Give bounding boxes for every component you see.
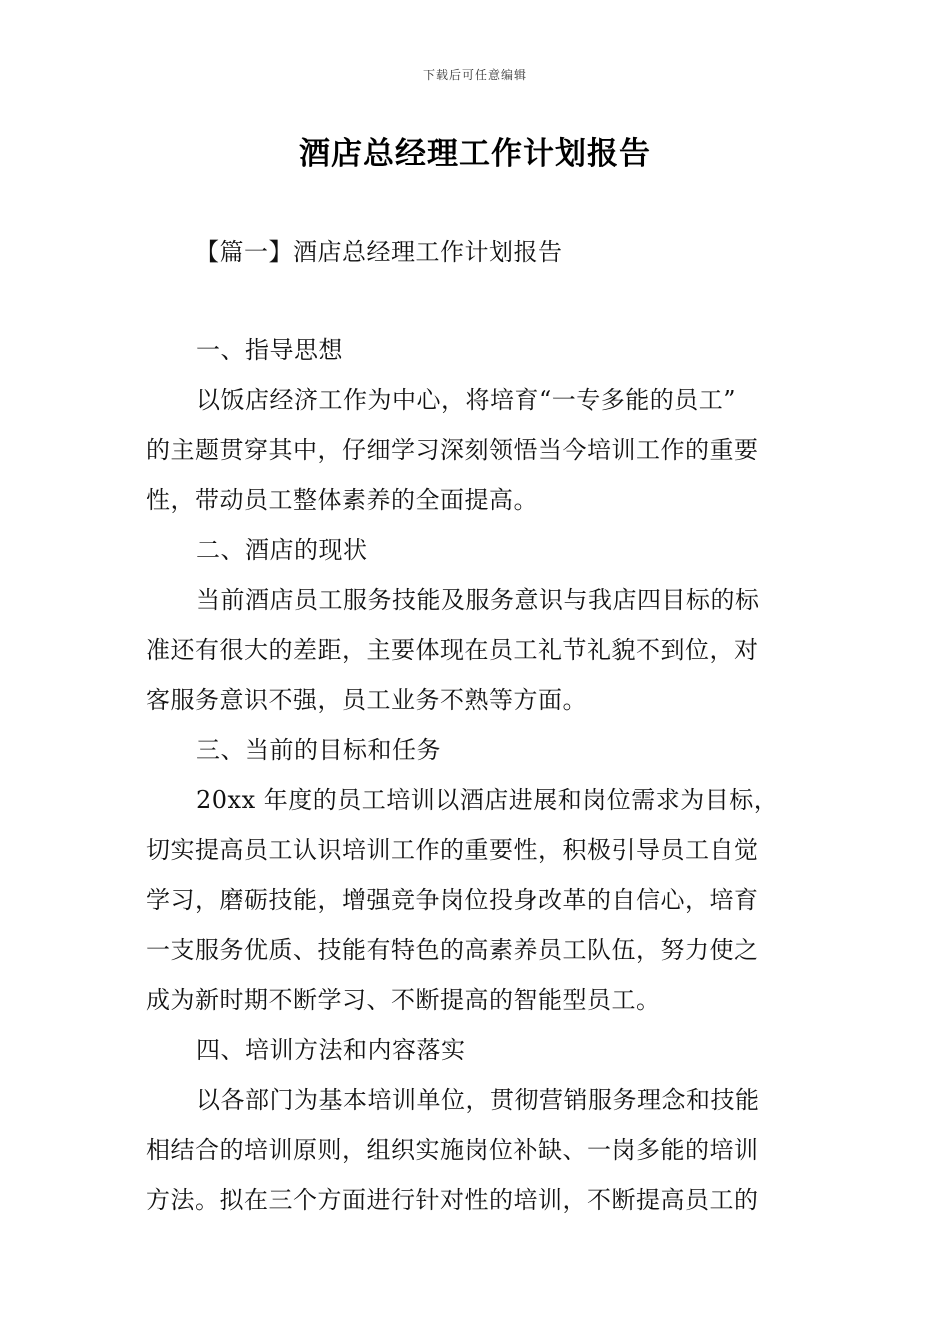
body-line: 当前酒店员工服务技能及服务意识与我店四目标的标 — [196, 586, 760, 614]
body-line: 切实提高员工认识培训工作的重要性，积极引导员工自觉 — [146, 836, 759, 864]
section-heading: 【篇一】酒店总经理工作计划报告 — [195, 238, 563, 266]
document-body — [146, 325, 808, 1225]
body-line: 客服务意识不强，员工业务不熟等方面。 — [146, 686, 587, 714]
body-line: 方法。拟在三个方面进行针对性的培训，不断提高员工的 — [146, 1186, 759, 1214]
body-line: 二、酒店的现状 — [196, 536, 368, 564]
body-line: 四、培训方法和内容落实 — [196, 1036, 466, 1064]
body-line: 三、当前的目标和任务 — [196, 736, 441, 764]
body-line: 性，带动员工整体素养的全面提高。 — [146, 486, 538, 514]
header-note: 下载后可任意编辑 — [422, 68, 527, 82]
body-line: 成为新时期不断学习、不断提高的智能型员工。 — [146, 986, 661, 1014]
body-line: 一、指导思想 — [196, 336, 343, 364]
body-line: 学习，磨砺技能，增强竞争岗位投身改革的自信心，培育 — [146, 886, 759, 914]
body-line: 20xx 年度的员工培训以酒店进展和岗位需求为目标， — [196, 786, 779, 814]
body-line: 一支服务优质、技能有特色的高素养员工队伍，努力使之 — [146, 936, 759, 964]
body-line: 以各部门为基本培训单位，贯彻营销服务理念和技能 — [196, 1086, 760, 1114]
body-line: 的主题贯穿其中，仔细学习深刻领悟当今培训工作的重要 — [146, 436, 759, 464]
body-line: 以饭店经济工作为中心，将培育“一专多能的员工” — [196, 386, 737, 414]
body-line: 准还有很大的差距，主要体现在员工礼节礼貌不到位，对 — [146, 636, 759, 664]
document-title: 酒店总经理工作计划报告 — [299, 136, 651, 172]
body-line: 相结合的培训原则，组织实施岗位补缺、一岗多能的培训 — [146, 1136, 759, 1164]
